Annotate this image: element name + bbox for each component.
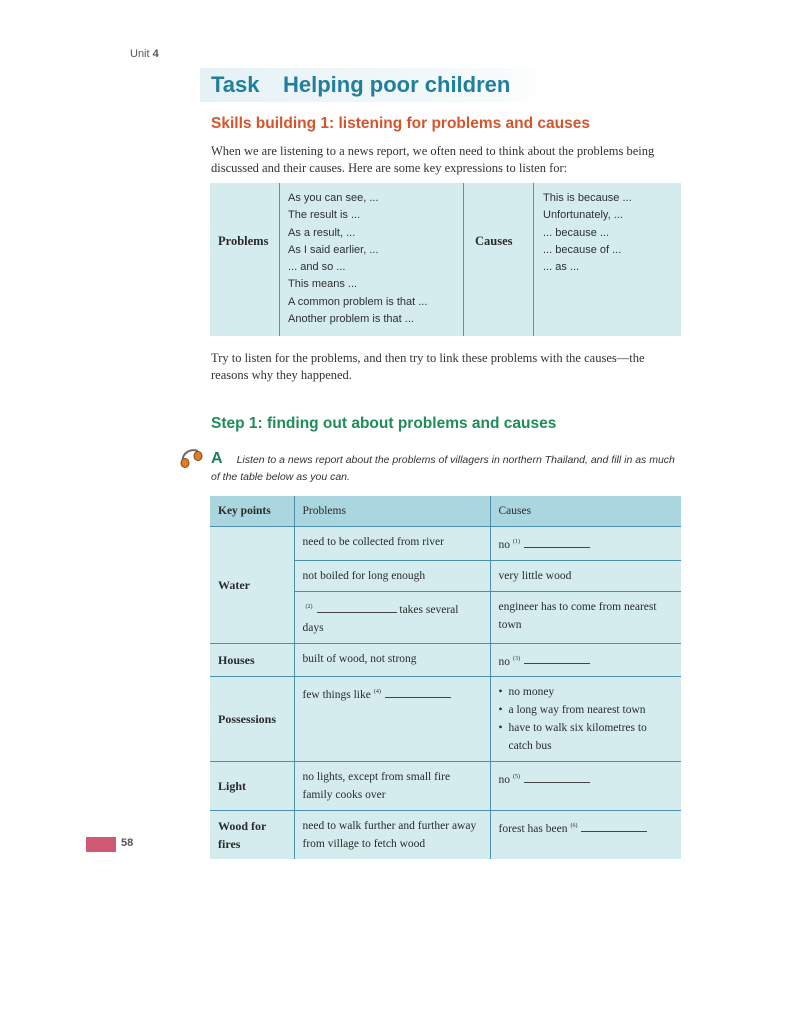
problem-cell (294, 677, 490, 762)
cause-cell (490, 677, 681, 762)
header-causes: Causes (490, 496, 681, 527)
blank-number: (2) (305, 603, 313, 610)
problems-causes-table (210, 496, 681, 859)
expression: ... and so ... (288, 261, 346, 274)
table-row (210, 677, 681, 762)
table-row (210, 762, 681, 811)
cause-cell: very little wood (490, 560, 681, 591)
table-row (210, 811, 681, 860)
fill-in-blank[interactable] (317, 601, 397, 613)
expression: As a result, ... (288, 226, 356, 239)
problem-cell: built of wood, not strong (294, 643, 490, 677)
step1-heading: Step 1: finding out about problems and causes (211, 415, 557, 432)
cause-cell: engineer has to come from nearest town (490, 591, 681, 643)
key-point-wood: Wood for fires (218, 819, 267, 852)
problem-cell: need to be collected from river (294, 527, 490, 561)
key-point-possessions: Possessions (218, 712, 277, 727)
blank-number: (3) (513, 655, 520, 662)
expression: ... because ... (543, 226, 610, 239)
problems-label: Problems (218, 234, 269, 248)
cause-text: no (498, 538, 510, 551)
activity-letter: A (211, 450, 223, 467)
table-header-row (210, 496, 681, 527)
fill-in-blank[interactable] (524, 771, 590, 783)
divider-line (533, 183, 534, 336)
header-key-points: Key points (210, 496, 294, 527)
expression: ... because of ... (543, 243, 622, 256)
list-item: • have to walk six kilometres to catch bus (499, 719, 674, 755)
expression: As I said earlier, ... (288, 243, 379, 256)
cause-cell (490, 527, 681, 561)
problem-cell (294, 591, 490, 643)
expression: The result is ... (288, 209, 361, 222)
unit-word: Unit (130, 48, 150, 60)
unit-number: 4 (152, 48, 159, 60)
blank-number: (5) (513, 774, 520, 781)
cause-cell (490, 762, 681, 811)
problem-cell: not boiled for long enough (294, 560, 490, 591)
problem-text: few things like (302, 689, 371, 702)
page-number: 58 (121, 837, 134, 849)
list-item: • no money (499, 683, 674, 701)
blank-number: (6) (570, 823, 578, 830)
expression: ... as ... (543, 261, 580, 274)
fill-in-blank[interactable] (385, 686, 451, 698)
unit-label (130, 48, 159, 60)
table-row (210, 527, 681, 561)
problem-cell: need to walk further and further away from village to fetch wood (294, 811, 490, 860)
divider-line (463, 183, 464, 336)
cause-text: no (498, 655, 510, 668)
fill-in-blank[interactable] (524, 536, 590, 548)
title-task-word: Task (211, 72, 260, 97)
cause-cell (490, 811, 681, 860)
cause-text: forest has been (498, 823, 568, 836)
expression: This is because ... (543, 192, 632, 204)
divider-line (279, 183, 280, 336)
instruction: Listen to a news report about the problems of villagers in northern Thailand, and fill in as much of the table below as you can. (211, 454, 675, 483)
link-paragraph: Try to listen for the problems, and then try to link these problems with the causes—the reasons why they happened. (211, 351, 645, 382)
cause-text: no (498, 774, 510, 787)
causes-expressions (543, 190, 632, 276)
problems-expressions (288, 190, 427, 328)
key-point-light: Light (218, 779, 247, 794)
fill-in-blank[interactable] (524, 652, 590, 664)
blank-number: (4) (373, 689, 381, 696)
expression: A common problem is that ... (288, 295, 428, 308)
table-row (210, 643, 681, 677)
blank-number: (1) (513, 539, 520, 545)
expression: Another problem is that ... (288, 313, 414, 326)
causes-label: Causes (475, 234, 513, 248)
cause-list (499, 683, 674, 755)
list-item: • a long way from nearest town (499, 701, 674, 719)
headphones-icon (178, 446, 208, 470)
cause-cell (490, 643, 681, 677)
page-title: Helping poor children (283, 72, 511, 97)
expressions-box (210, 183, 681, 336)
skills-heading: Skills building 1: listening for problems and causes (211, 115, 590, 132)
expression: This means ... (288, 278, 358, 291)
intro-paragraph: When we are listening to a news report, we often need to think about the problems being discussed and their causes. Here are some key expressions to listen for: (211, 144, 655, 175)
expression: As you can see, ... (288, 192, 379, 204)
problem-cell: no lights, except from small fire family cooks over (294, 762, 490, 811)
fill-in-blank[interactable] (581, 820, 647, 832)
page-number-tab (86, 837, 116, 852)
instruction-text (211, 450, 681, 486)
key-point-houses: Houses (218, 653, 255, 668)
key-point-water: Water (218, 577, 250, 592)
expression: Unfortunately, ... (543, 209, 623, 222)
header-problems: Problems (294, 496, 490, 527)
problem-text: takes several days (302, 603, 459, 634)
